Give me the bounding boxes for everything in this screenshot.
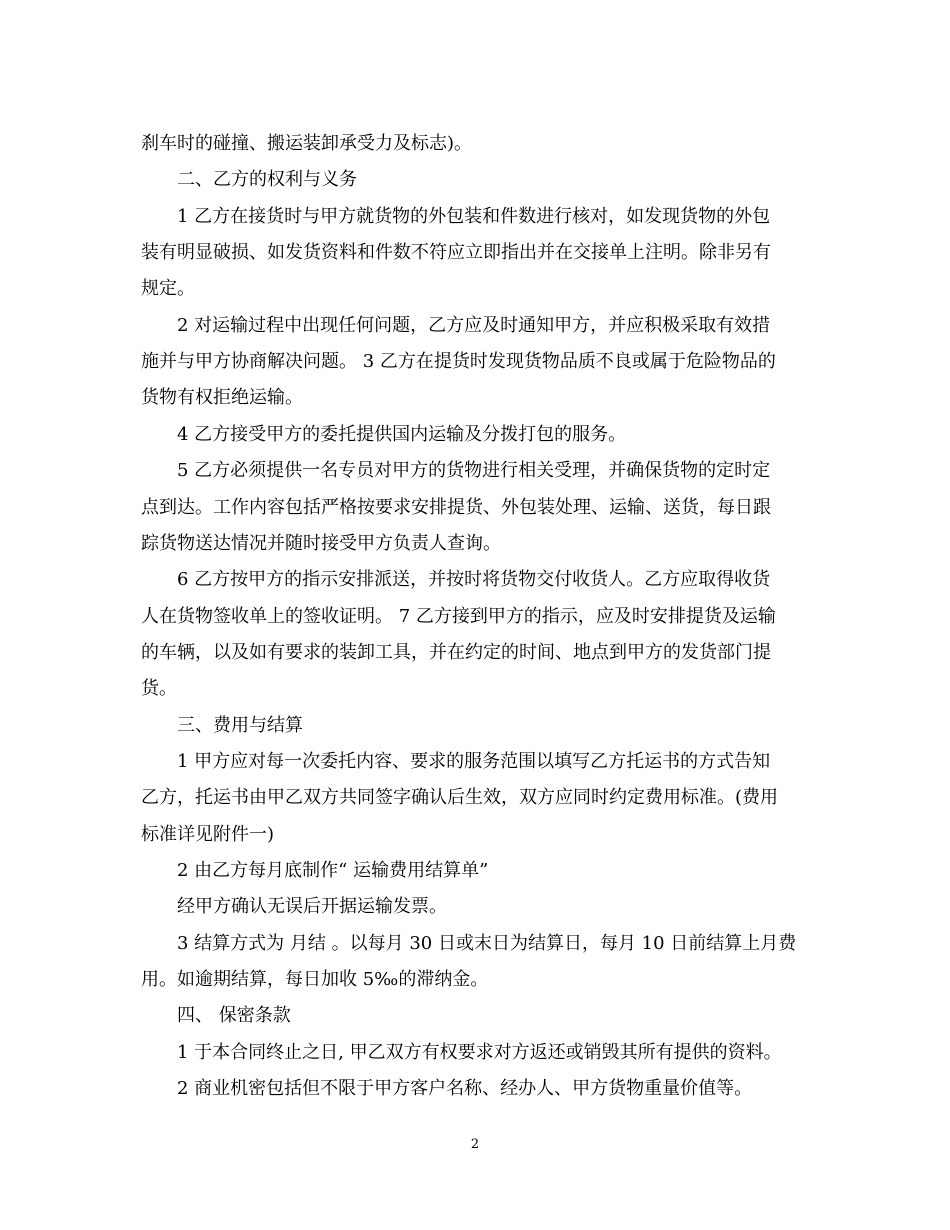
text-line: 货物有权拒绝运输。 [141,387,303,408]
text-line: 踪货物送达情况并随时接受甲方负责人查询。 [141,533,501,554]
text-line: 2 商业机密包括但不限于甲方客户名称、经办人、甲方货物重量价值等。 [177,1078,753,1099]
text-line: 货。 [141,678,177,699]
text-line: 1 甲方应对每一次委托内容、要求的服务范围以填写乙方托运书的方式告知 [177,751,771,772]
text-line: 人在货物签收单上的签收证明。 7 乙方接到甲方的指示，应及时安排提货及运输 [141,606,776,627]
text-line: 6 乙方按甲方的指示安排派送，并按时将货物交付收货人。乙方应取得收货 [177,569,771,590]
text-line: 经甲方确认无误后开据运输发票。 [177,896,447,917]
text-line: 刹车时的碰撞、搬运装卸承受力及标志)。 [141,133,473,154]
text-line: 施并与甲方协商解决问题。 3 乙方在提货时发现货物品质不良或属于危险物品的 [141,351,776,372]
text-line: 4 乙方接受甲方的委托提供国内运输及分拨打包的服务。 [177,424,627,445]
page-number: 2 [470,1137,480,1152]
section-heading: 二、乙方的权利与义务 [177,169,357,190]
text-line: 2 对运输过程中出现任何问题，乙方应及时通知甲方，并应积极采取有效措 [177,315,771,336]
text-line: 3 结算方式为 月结 。以每月 30 日或末日为结算日，每月 10 日前结算上月费 [177,933,797,954]
text-line: 的车辆，以及如有要求的装卸工具，并在约定的时间、地点到甲方的发货部门提 [141,642,771,663]
section-heading: 三、费用与结算 [177,715,303,736]
text-line: 用。如逾期结算，每日加收 5‰的滞纳金。 [141,969,489,990]
section-heading: 四、 保密条款 [177,1005,291,1026]
text-line: 1 于本合同终止之日, 甲乙双方有权要求对方返还或销毁其所有提供的资料。 [177,1042,782,1063]
text-line: 标准详见附件一) [141,824,275,845]
text-line: 2 由乙方每月底制作“ 运输费用结算单” [177,860,489,881]
text-line: 乙方，托运书由甲乙双方共同签字确认后生效，双方应同时约定费用标准。(费用 [141,787,779,808]
text-line: 1 乙方在接货时与甲方就货物的外包装和件数进行核对，如发现货物的外包 [177,206,771,227]
text-line: 5 乙方必须提供一名专员对甲方的货物进行相关受理，并确保货物的定时定 [177,460,771,481]
text-line: 规定。 [141,278,195,299]
text-line: 点到达。工作内容包括严格按要求安排提货、外包装处理、运输、送货，每日跟 [141,497,771,518]
text-line: 装有明显破损、如发货资料和件数不符应立即指出并在交接单上注明。除非另有 [141,242,771,263]
